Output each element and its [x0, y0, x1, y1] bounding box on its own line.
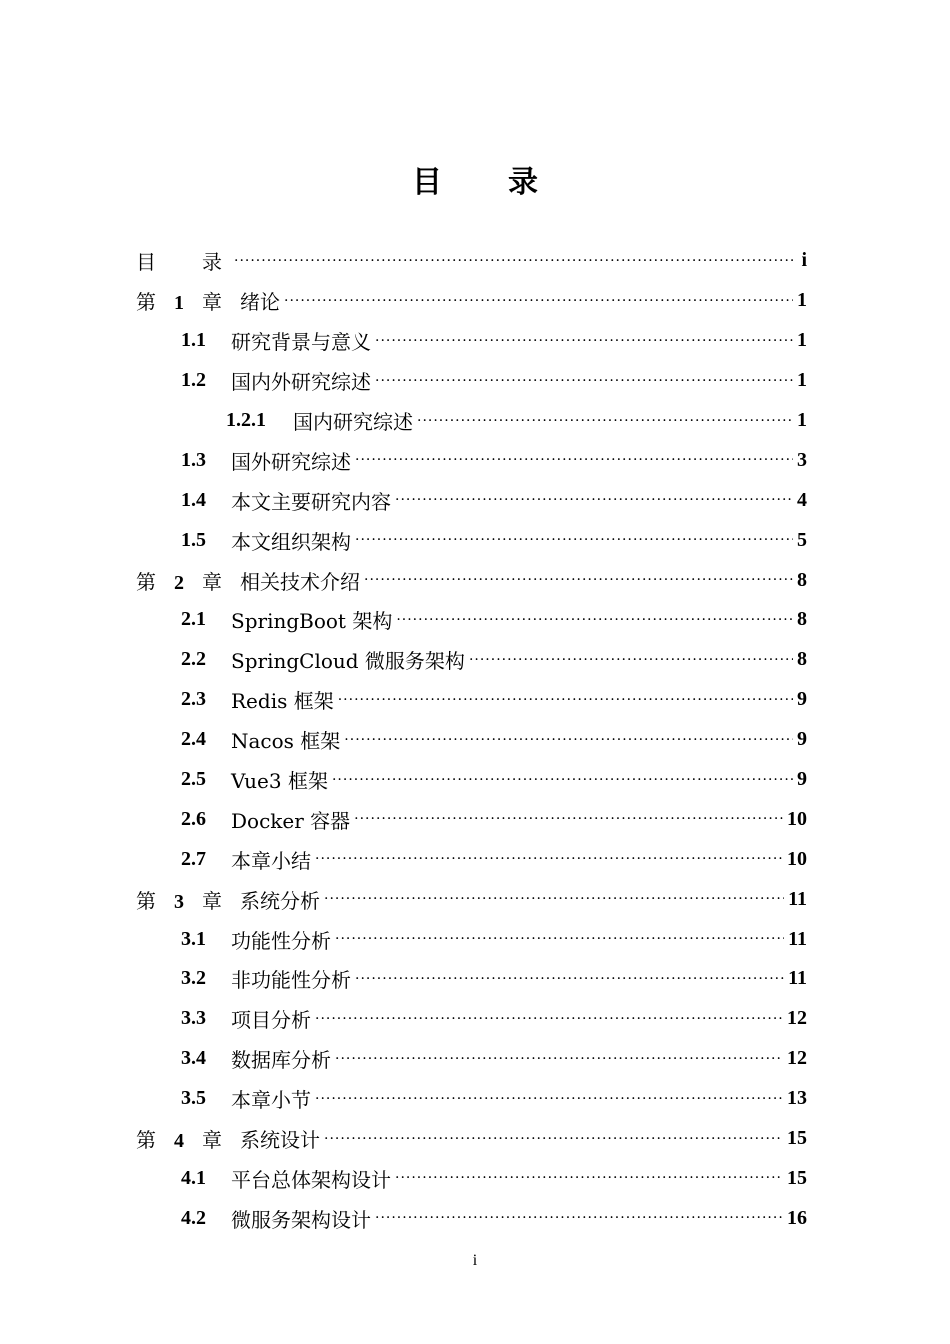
chapter-suffix: 章: [202, 569, 222, 594]
toc-entry-page: 9: [797, 688, 807, 711]
toc-entry-page: 8: [797, 608, 807, 631]
toc-entry-number: 4.1: [181, 1166, 206, 1189]
toc-entry[interactable]: [136, 321, 807, 361]
toc-entry[interactable]: [136, 999, 807, 1039]
toc-entry-number: 1.2: [181, 369, 206, 392]
toc-entry[interactable]: [136, 1039, 807, 1079]
dot-leader: [338, 690, 793, 710]
toc-entry-title: 国外研究综述: [231, 449, 351, 474]
dot-leader: [395, 490, 793, 510]
dot-leader: [395, 1168, 783, 1188]
toc-entry-title: SpringCloud 微服务架构: [231, 649, 465, 674]
toc-entry-title: 系统分析: [240, 888, 320, 913]
chapter-suffix: 章: [202, 1128, 222, 1153]
toc-entry[interactable]: [136, 879, 807, 919]
toc-entry-number: 2.7: [181, 847, 206, 870]
toc-entry[interactable]: [136, 1158, 807, 1198]
dot-leader: [332, 770, 793, 790]
toc-entry-page: 8: [797, 568, 807, 591]
chapter-number: 3: [174, 890, 184, 913]
toc-entry-title: 本文组织架构: [231, 529, 351, 554]
dot-leader: [355, 450, 793, 470]
toc-entry-number: [136, 1124, 240, 1153]
toc-entry[interactable]: [136, 680, 807, 720]
toc-entry-number: [136, 286, 240, 315]
toc-entry-page: 9: [797, 728, 807, 751]
toc-entry-title: 数据库分析: [231, 1048, 331, 1073]
dot-leader: [375, 331, 793, 351]
toc-entry-number: 3.3: [181, 1007, 206, 1030]
dot-leader: [364, 570, 793, 590]
toc-entry-title: SpringBoot 架构: [231, 609, 393, 634]
toc-entry-title: Docker 容器: [231, 808, 351, 833]
toc-entry-title: 相关技术介绍: [240, 569, 360, 594]
chapter-prefix: 第: [136, 1128, 156, 1153]
toc-entry-page: 16: [787, 1206, 807, 1229]
dot-leader: [315, 849, 783, 869]
toc-entry-title: 本文主要研究内容: [231, 489, 391, 514]
toc-entry-page: 13: [787, 1087, 807, 1110]
dot-leader: [417, 411, 793, 431]
toc-entry-number: 3.4: [181, 1047, 206, 1070]
toc-entry-title: 本章小结: [231, 848, 311, 873]
toc-entry-page: 9: [797, 768, 807, 791]
toc-entry-title: 本章小节: [231, 1088, 311, 1113]
toc-entry-page: 1: [797, 409, 807, 431]
toc-entry-number: 1.2.1: [226, 409, 266, 431]
chapter-number: 4: [174, 1130, 184, 1153]
dot-leader: [396, 610, 793, 630]
toc-entry[interactable]: [136, 839, 807, 879]
toc-entry[interactable]: [136, 720, 807, 760]
toc-entry-page: 11: [788, 927, 807, 950]
toc-entry-page: 15: [787, 1127, 807, 1150]
chapter-suffix: 章: [202, 290, 222, 315]
dot-leader: [469, 650, 793, 670]
dot-leader: [324, 1129, 783, 1149]
toc-entry[interactable]: [136, 1079, 807, 1119]
toc-entry[interactable]: [136, 520, 807, 560]
toc-entry-page: 10: [787, 807, 807, 830]
toc-entry-page: 1: [797, 289, 807, 312]
toc-entry[interactable]: [136, 640, 807, 680]
toc-entry-number: 1.5: [181, 528, 206, 551]
toc-entry-number: 3.2: [181, 967, 206, 990]
toc-entry[interactable]: [136, 919, 807, 959]
toc-entry-number: 2.1: [181, 608, 206, 631]
toc-entry[interactable]: [136, 440, 807, 480]
dot-leader: [375, 1208, 783, 1228]
toc-entry-page: 4: [797, 488, 807, 511]
toc-entry-number: 2.3: [181, 688, 206, 711]
toc-entry-number: 2.4: [181, 728, 206, 751]
toc-entry-page: 12: [787, 1047, 807, 1070]
dot-leader: [284, 291, 793, 311]
chapter-number: 1: [174, 292, 184, 315]
toc-entry[interactable]: [136, 401, 807, 441]
chapter-suffix: 章: [202, 888, 222, 913]
toc-entry-number: 1.3: [181, 448, 206, 471]
dot-leader: [335, 929, 784, 949]
toc-entry[interactable]: [136, 1119, 807, 1159]
toc-entry-title: 系统设计: [240, 1128, 320, 1153]
toc-entry-title: 非功能性分析: [231, 968, 351, 993]
chapter-prefix: 第: [136, 888, 156, 913]
toc-entry-page: 15: [787, 1166, 807, 1189]
toc-entry-title: Vue3 框架: [231, 769, 328, 794]
toc-entry[interactable]: [136, 1198, 807, 1238]
toc-entry-number: 2.5: [181, 768, 206, 791]
toc-entry-title: Redis 框架: [231, 689, 334, 714]
page-title-char-1: 目: [412, 165, 442, 200]
chapter-number: 2: [174, 571, 184, 594]
toc-entry[interactable]: [136, 760, 807, 800]
toc-entry-title: 微服务架构设计: [231, 1207, 371, 1232]
toc-entry-page: 8: [797, 648, 807, 671]
toc-entry-number: [136, 566, 240, 595]
chapter-prefix: 第: [136, 290, 156, 315]
toc-entry-title: 平台总体架构设计: [231, 1167, 391, 1192]
toc-entry[interactable]: [136, 959, 807, 999]
toc-entry-page: 10: [787, 847, 807, 870]
dot-leader: [375, 371, 793, 391]
toc-entry[interactable]: [136, 361, 807, 401]
toc-entry-number: [136, 246, 230, 275]
chapter-prefix: 目: [136, 250, 156, 275]
toc-entry-page: 3: [797, 448, 807, 471]
toc-entry-number: 2.6: [181, 807, 206, 830]
dot-leader: [315, 1009, 783, 1029]
toc-entry-number: 4.2: [181, 1206, 206, 1229]
toc-entry[interactable]: [136, 560, 807, 600]
toc-entry-title: 绪论: [240, 290, 280, 315]
toc-entry-number: [136, 885, 240, 914]
toc-entry-number: 3.5: [181, 1087, 206, 1110]
toc-entry-title: 研究背景与意义: [231, 330, 371, 355]
dot-leader: [354, 809, 783, 829]
dot-leader: [355, 530, 793, 550]
toc-entry-page: 11: [788, 887, 807, 910]
toc-entry[interactable]: [136, 281, 807, 321]
toc-entry-number: 3.1: [181, 927, 206, 950]
toc-entry-page: 12: [787, 1007, 807, 1030]
toc-entry-number: 2.2: [181, 648, 206, 671]
toc-entry-number: 1.4: [181, 488, 206, 511]
toc-entry-page: 11: [788, 967, 807, 990]
toc-entry-title: 功能性分析: [231, 928, 331, 953]
toc-entry[interactable]: [136, 241, 807, 281]
toc-entry-page: 5: [797, 528, 807, 551]
toc-entry-title: Nacos 框架: [231, 729, 341, 754]
page-title-char-2: 录: [508, 165, 538, 200]
dot-leader: [315, 1089, 783, 1109]
toc-entry[interactable]: [136, 799, 807, 839]
toc-entry-number: 1.1: [181, 329, 206, 352]
toc-entry-page: 1: [797, 369, 807, 392]
toc-entry-title: 项目分析: [231, 1008, 311, 1033]
toc-entry-title: 国内外研究综述: [231, 370, 371, 395]
page-number-footer: i: [472, 1252, 478, 1269]
dot-leader: [324, 889, 784, 909]
table-of-contents: [136, 241, 807, 1238]
toc-entry-page: 1: [797, 329, 807, 352]
toc-entry[interactable]: [136, 600, 807, 640]
chapter-suffix: 录: [202, 250, 222, 275]
toc-entry[interactable]: [136, 480, 807, 520]
toc-entry-title: 国内研究综述: [293, 410, 413, 434]
dot-leader: [335, 1049, 783, 1069]
page-title: [0, 160, 950, 206]
dot-leader: [234, 251, 793, 271]
toc-entry-page: i: [801, 249, 807, 272]
dot-leader: [344, 730, 793, 750]
dot-leader: [355, 969, 784, 989]
chapter-prefix: 第: [136, 569, 156, 594]
